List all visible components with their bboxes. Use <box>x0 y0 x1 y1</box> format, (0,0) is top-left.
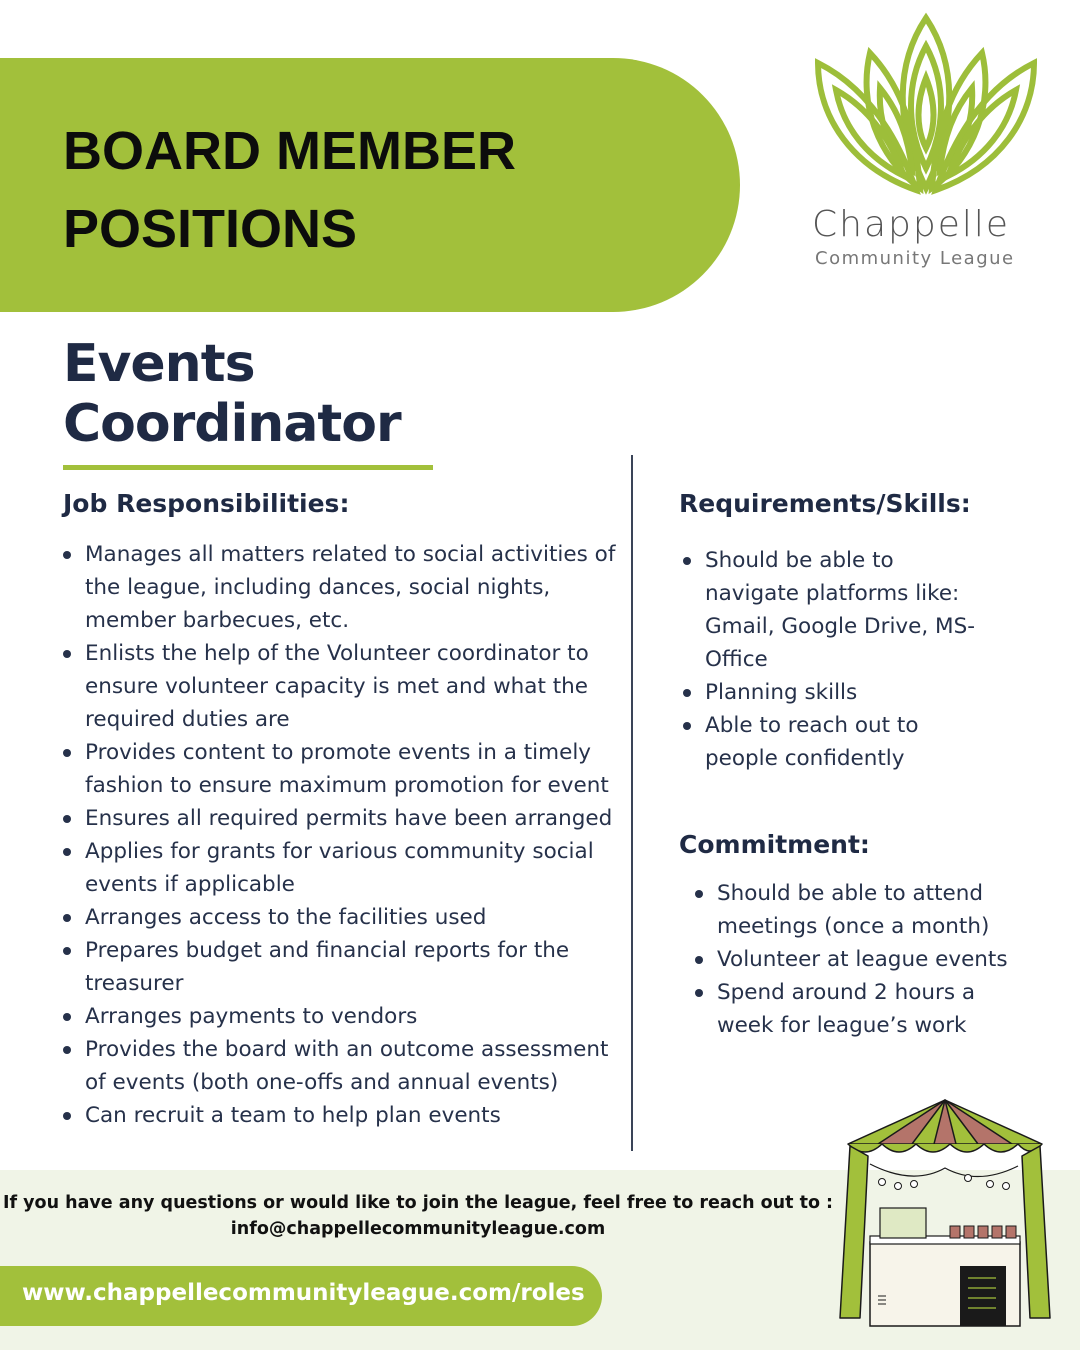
logo-name: Chappelle <box>812 204 1011 245</box>
page-title <box>63 112 623 268</box>
list-item: Ensures all required permits have been arranged <box>63 802 623 835</box>
list-item: Manages all matters related to social activities of the league, including dances, social nights, member barbecues, etc. <box>63 538 623 637</box>
list-item: Can recruit a team to help plan events <box>63 1099 623 1132</box>
title-underline <box>63 465 433 470</box>
role-title <box>63 334 563 454</box>
list-item: Applies for grants for various community social events if applicable <box>63 835 623 901</box>
list-item: Provides the board with an outcome assessment of events (both one-offs and annual events) <box>63 1033 623 1099</box>
list-item: Spend around 2 hours a week for league’s work <box>695 976 1025 1042</box>
website-link[interactable]: www.chappellecommunityleague.com/roles <box>22 1280 585 1306</box>
role-title-line2: Coordinator <box>63 394 401 454</box>
market-booth-icon <box>838 1096 1052 1330</box>
list-item: Planning skills <box>683 676 983 709</box>
contact-text <box>0 1190 836 1242</box>
requirements-list <box>683 544 983 775</box>
column-divider <box>631 455 633 1151</box>
responsibilities-list <box>63 538 623 1132</box>
list-item: Prepares budget and financial reports for the treasurer <box>63 934 623 1000</box>
list-item: Enlists the help of the Volunteer coordinator to ensure volunteer capacity is met and what the required duties are <box>63 637 623 736</box>
list-item: Arranges payments to vendors <box>63 1000 623 1033</box>
page-title-line2: POSITIONS <box>63 199 358 259</box>
list-item: Should be able to attend meetings (once a month) <box>695 877 1025 943</box>
list-item: Arranges access to the facilities used <box>63 901 623 934</box>
contact-email[interactable]: info@chappellecommunityleague.com <box>230 1219 606 1239</box>
commitment-heading: Commitment: <box>679 830 870 859</box>
list-item: Provides content to promote events in a timely fashion to ensure maximum promotion for event <box>63 736 623 802</box>
contact-line: If you have any questions or would like to join the league, feel free to reach out to : <box>2 1193 834 1213</box>
page-title-line1: BOARD MEMBER <box>63 121 516 181</box>
list-item: Volunteer at league events <box>695 943 1025 976</box>
list-item: Should be able to navigate platforms like: Gmail, Google Drive, MS-Office <box>683 544 983 676</box>
commitment-list <box>695 877 1025 1042</box>
role-title-line1: Events <box>63 334 255 394</box>
logo-subtitle: Community League <box>815 248 1015 269</box>
list-item: Able to reach out to people confidently <box>683 709 983 775</box>
responsibilities-heading: Job Responsibilities: <box>63 489 350 518</box>
requirements-heading: Requirements/Skills: <box>679 489 971 518</box>
